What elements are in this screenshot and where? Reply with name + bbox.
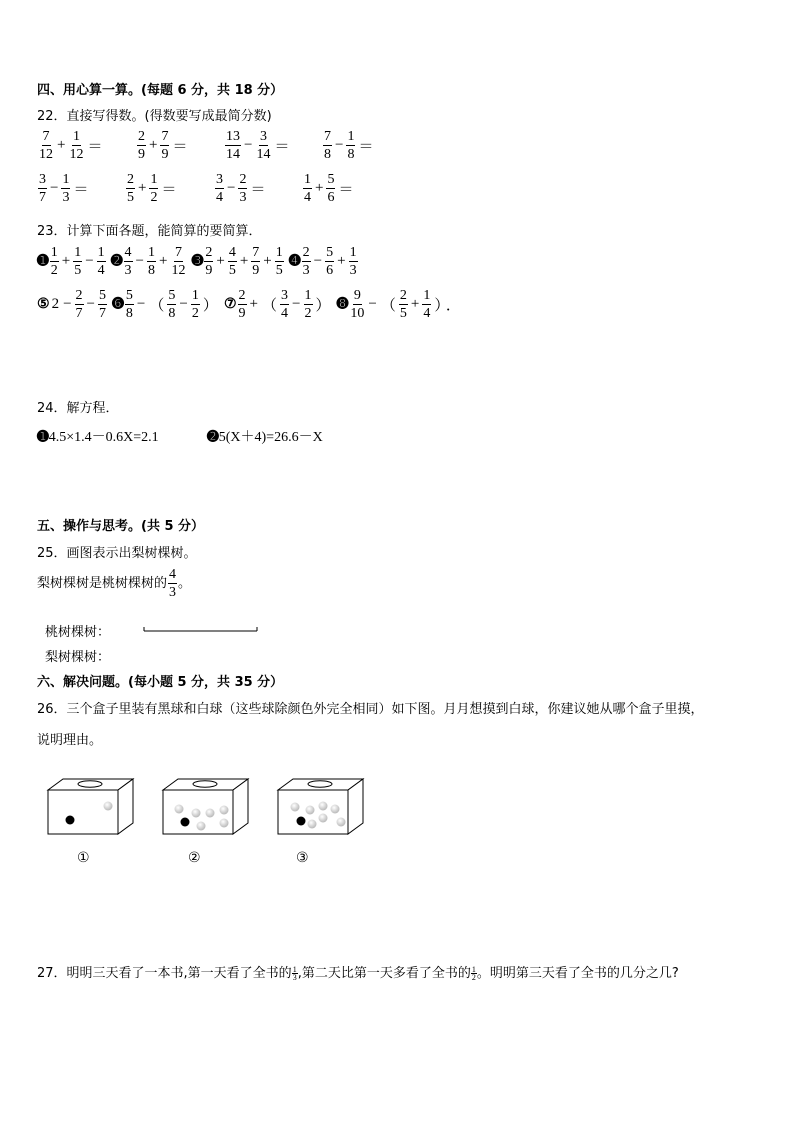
fraction: $\frac{2}{3}$ [239, 172, 247, 205]
fraction: $\frac{1}{3}$ [292, 965, 297, 982]
q26-prompt-line-2: 说明理由。 [37, 733, 103, 748]
black-ball [181, 818, 190, 827]
item-number: ⑤ [37, 297, 50, 312]
fraction: $\frac{1}{8}$ [347, 129, 355, 162]
fraction: $\frac{4}{3}$ [169, 567, 177, 600]
black-ball [66, 816, 75, 825]
section-5-title: 五、操作与思考。(共 5 分） [37, 519, 205, 534]
q22-prompt: 22．直接写得数。(得数要写成最简分数) [37, 109, 272, 124]
white-ball [319, 814, 328, 823]
box-label-2: ② [188, 850, 201, 866]
white-ball [291, 803, 300, 812]
fraction: $\frac{3}{7}$ [39, 172, 46, 205]
peach-tree-segment [142, 624, 260, 634]
pear-tree-label: 梨树棵树： [45, 650, 111, 665]
item-number: ➊ [37, 254, 49, 269]
white-ball [220, 819, 229, 828]
box-2 [163, 779, 248, 834]
fraction: $\frac{1}{2}$ [471, 965, 476, 982]
q25-prompt: 25．画图表示出梨树棵树。 [37, 546, 197, 561]
fraction: $\frac{13}{14}$ [226, 129, 240, 162]
white-ball [337, 818, 346, 827]
white-ball [206, 809, 215, 818]
q23-row-1: ➊ $\frac{1}{2}$ + $\frac{1}{5}$ − $\frac{1}{4}$ ➋ $\frac{4}{3}$ − $\frac{1}{8}$ + $\frac{7}{12}$ ➌ $\frac{2}{9}$ + $\frac{4}{5}$ + $\frac{7}{9}$ + $\frac{1}{5}$ ➍ $\frac{2}{3}$ − $\frac{5}{6}$ + $\frac{1}{3}$ [37, 245, 357, 278]
q22-item-4: $\frac{7}{8}$ − $\frac{1}{8}$ ＝ [324, 129, 374, 162]
box-label-1: ① [77, 850, 90, 866]
peach-tree-label: 桃树棵树： [45, 625, 111, 640]
fraction: $\frac{7}{9}$ [161, 129, 169, 162]
item-number: ⑦ [223, 297, 237, 312]
q24-equation-1: ➊4.5×1.4－0.6X=2.1 [37, 430, 159, 445]
ball-boxes-figure [45, 776, 375, 838]
fraction: $\frac{7}{12}$ [39, 129, 53, 162]
item-number: ➌ [191, 254, 204, 269]
white-ball [331, 805, 340, 814]
section-4-title: 四、用心算一算。(每题 6 分，共 18 分） [37, 83, 284, 98]
q22-item-6: $\frac{2}{5}$ + $\frac{1}{2}$ ＝ [127, 172, 177, 205]
fraction: $\frac{1}{4}$ [304, 172, 311, 205]
fraction: $\frac{7}{8}$ [324, 129, 331, 162]
q26-prompt-line-1: 26．三个盒子里装有黑球和白球（这些球除颜色外完全相同）如下图。月月想摸到白球，你建议她从哪个盒子里摸， [37, 702, 704, 717]
fraction: $\frac{3}{4}$ [216, 172, 223, 205]
q25-statement: 梨树棵树是桃树棵树的 $\frac{4}{3}$ 。 [37, 567, 192, 600]
fraction: $\frac{1}{12}$ [69, 129, 84, 162]
white-ball [319, 802, 328, 811]
q22-item-7: $\frac{3}{4}$ − $\frac{2}{3}$ ＝ [216, 172, 266, 205]
fraction: $\frac{5}{6}$ [327, 172, 335, 205]
white-ball [197, 822, 206, 831]
fraction: $\frac{1}{2}$ [150, 172, 158, 205]
white-ball [306, 806, 315, 815]
item-number: ➍ [288, 254, 301, 269]
q22-item-3: $\frac{13}{14}$ − $\frac{3}{14}$ ＝ [226, 129, 290, 162]
box-3 [278, 779, 363, 834]
section-6-title: 六、解决问题。(每小题 5 分，共 35 分） [37, 675, 284, 690]
q22-item-8: $\frac{1}{4}$ + $\frac{5}{6}$ ＝ [304, 172, 354, 205]
q22-item-2: $\frac{2}{9}$ + $\frac{7}{9}$ ＝ [138, 129, 188, 162]
white-ball [192, 809, 201, 818]
fraction: $\frac{2}{9}$ [138, 129, 145, 162]
q23-prompt: 23．计算下面各题，能简算的要简算． [37, 224, 262, 239]
item-number: ➋ [110, 254, 123, 269]
q23-row-2: ⑤ 2 − $\frac{2}{7}$ − $\frac{5}{7}$ ➏ $\frac{5}{8}$ − （ $\frac{5}{8}$ − $\frac{1}{2}$ ） ⑦ $\frac{2}{9}$ + （ $\frac{3}{4}$ − $\frac{1}{2}$ ） ➑ $\frac{9}{10}$ − （ $\frac{2}{5}$ + $\frac{1}{4}$ ） ． [37, 288, 461, 321]
item-number: ➏ [112, 297, 124, 312]
q24-equation-2: ➋5(X＋4)=26.6－X [207, 430, 323, 445]
item-number: ➑ [336, 297, 349, 312]
q24-prompt: 24．解方程． [37, 401, 119, 416]
fraction: $\frac{3}{14}$ [256, 129, 271, 162]
black-ball [297, 817, 306, 826]
box-label-3: ③ [296, 850, 309, 866]
white-ball [104, 802, 113, 811]
fraction: $\frac{2}{5}$ [127, 172, 134, 205]
white-ball [308, 820, 317, 829]
q22-item-5: $\frac{3}{7}$ − $\frac{1}{3}$ ＝ [39, 172, 89, 205]
box-1 [48, 779, 133, 834]
white-ball [175, 805, 184, 814]
q27-text: 27．明明三天看了一本书,第一天看了全书的 $\frac{1}{3}$ ,第二天比第一天多看了全书的 $\frac{1}{2}$ 。明明第三天看了全书的几分之几? [37, 965, 679, 982]
fraction: $\frac{1}{3}$ [62, 172, 70, 205]
q22-item-1: $\frac{7}{12}$ + $\frac{1}{12}$ ＝ [39, 129, 103, 162]
white-ball [220, 806, 229, 815]
